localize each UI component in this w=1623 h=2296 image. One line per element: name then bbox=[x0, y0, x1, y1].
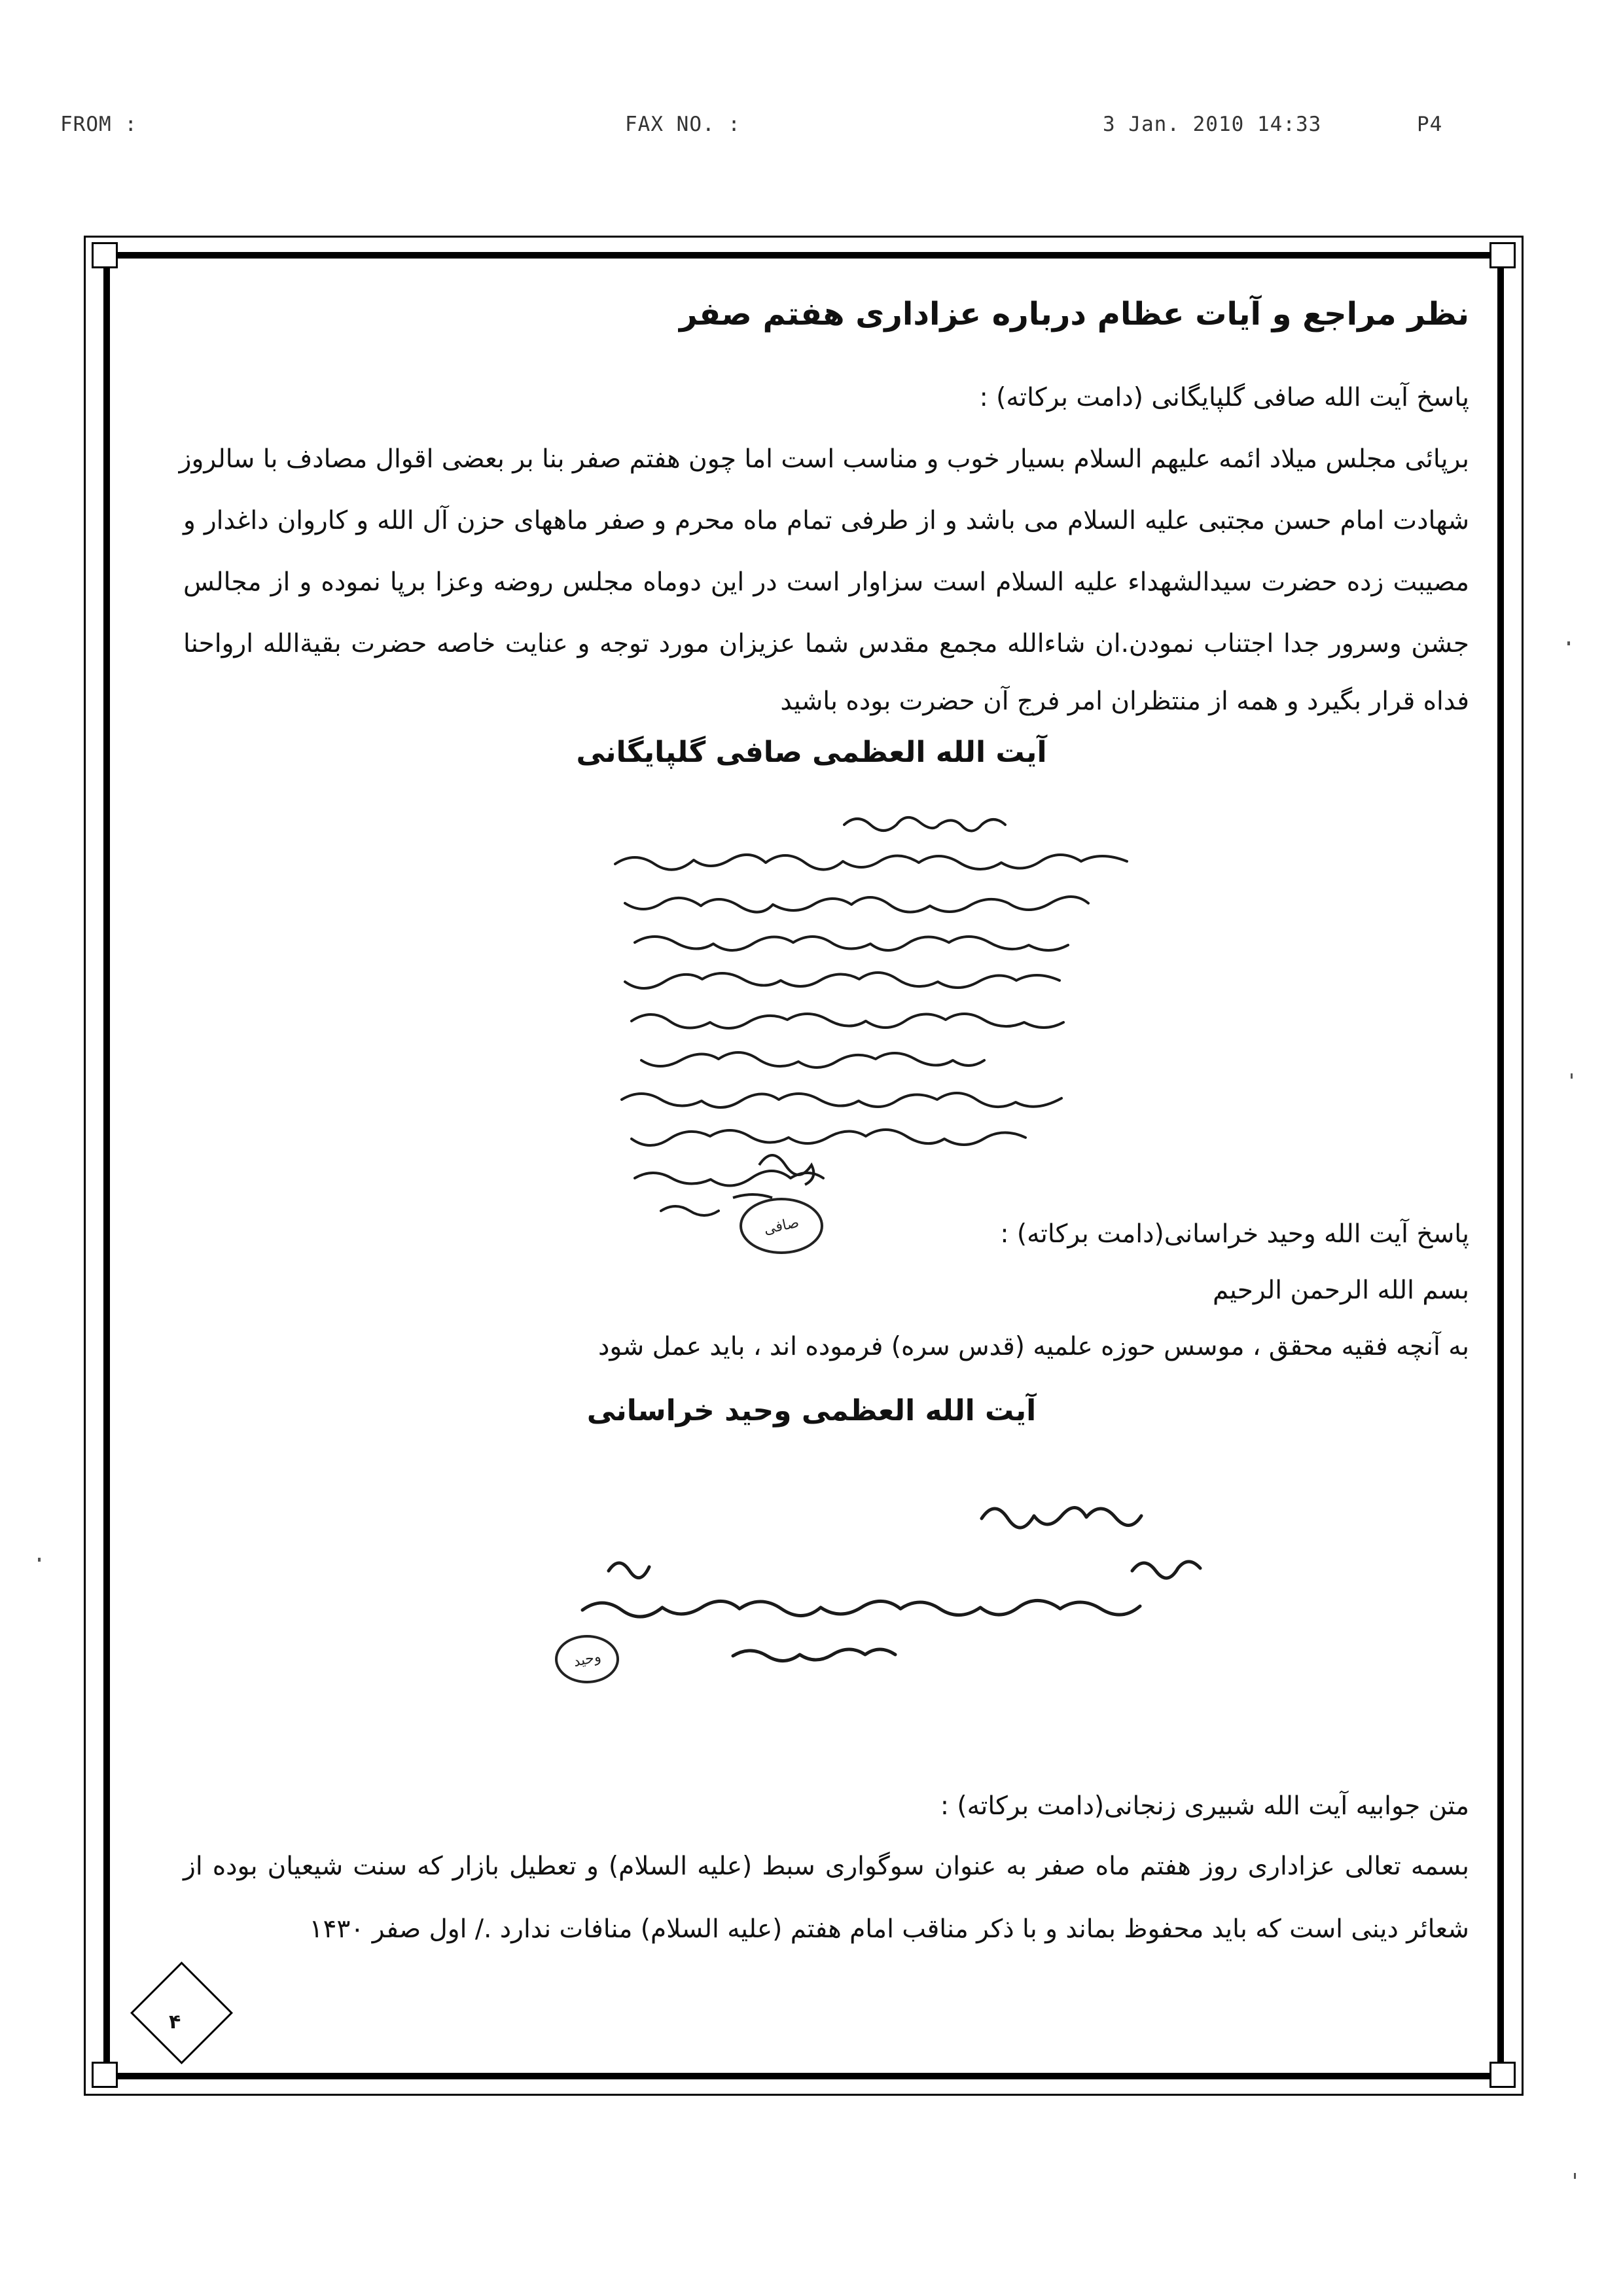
section2-line: بسم الله الرحمن الرحیم bbox=[1213, 1276, 1469, 1305]
section3-heading: متن جوابیه آیت الله شبیری زنجانی(دامت برکاته) : bbox=[940, 1791, 1469, 1821]
section1-line: فداه قرار بگیرد و همه از منتظران امر فرج آن حضرت بوده باشید bbox=[780, 687, 1469, 716]
section2-line: به آنچه فقیه محقق ، موسس حوزه علمیه (قدس سره) فرموده اند ، باید عمل شود bbox=[598, 1332, 1469, 1361]
scan-artifact bbox=[1574, 2173, 1576, 2179]
section1-line: شهادت امام حسن مجتبی علیه السلام می باشد و از طرفی تمام ماه محرم و صفر ماههای حزن آل الله و کاروان داغدار و bbox=[183, 506, 1469, 535]
section1-line: مصیبت زده حضرت سیدالشهداء علیه السلام است سزاوار است در این دوماه مجلس روضه وعزا برپا نموده و از مجالس bbox=[183, 567, 1469, 597]
fax-number-label: FAX NO. : bbox=[625, 113, 741, 136]
seal-stamp-icon: صافی bbox=[740, 1198, 823, 1254]
section2-signatory-name: آیت الله العظمی وحید خراسانی bbox=[586, 1394, 1037, 1427]
frame-corner-ornament bbox=[1489, 242, 1516, 268]
fax-header bbox=[0, 113, 1623, 145]
scan-artifact bbox=[1571, 1073, 1573, 1079]
frame-corner-ornament bbox=[92, 2062, 118, 2088]
section1-line: جشن وسرور جدا اجتناب نمودن.ان شاءالله مجمع مقدس شما عزیزان مورد توجه و عنایت خاصه حضرت بقیةالله ارواحنا bbox=[183, 629, 1469, 658]
section3-line: شعائر دینی است که باید محفوظ بماند و با ذکر مناقب امام هفتم (علیه السلام) منافات ندارد ./ اول صفر ۱۴۳۰ bbox=[309, 1914, 1469, 1944]
section1-signatory-name: آیت الله العظمی صافی گلپایگانی bbox=[576, 736, 1047, 769]
handwritten-letter-image bbox=[563, 1479, 1257, 1728]
fax-from-label: FROM : bbox=[60, 113, 137, 136]
scan-artifact bbox=[1567, 641, 1570, 645]
section2-heading: پاسخ آیت الله وحید خراسانی(دامت برکاته) : bbox=[1000, 1219, 1469, 1249]
frame-corner-ornament bbox=[92, 242, 118, 268]
seal-stamp-icon: وحید bbox=[555, 1635, 619, 1683]
section3-line: بسمه تعالی عزاداری روز هفتم ماه صفر به عنوان سوگواری سبط (علیه السلام) و تعطیل بازار که سنت شیعیان بوده از bbox=[183, 1852, 1469, 1881]
fax-page-number: P4 bbox=[1417, 113, 1443, 136]
frame-corner-ornament bbox=[1489, 2062, 1516, 2088]
section1-line: برپائی مجلس میلاد ائمه علیهم السلام بسیار خوب و مناسب است اما چون هفتم صفر بنا بر بعضی اقوال مصادف با سالروز bbox=[179, 444, 1469, 474]
handwritten-letter-image bbox=[563, 785, 1309, 1257]
section1-heading: پاسخ آیت الله صافی گلپایگانی (دامت برکاته) : bbox=[979, 383, 1469, 412]
scan-artifact bbox=[38, 1558, 41, 1562]
document-title: نظر مراجع و آیات عظام درباره عزاداری هفتم صفر bbox=[679, 296, 1469, 332]
stamp-mark bbox=[733, 1155, 813, 1198]
page-number: ۴ bbox=[169, 2011, 181, 2034]
fax-date-time: 3 Jan. 2010 14:33 bbox=[1103, 113, 1322, 136]
